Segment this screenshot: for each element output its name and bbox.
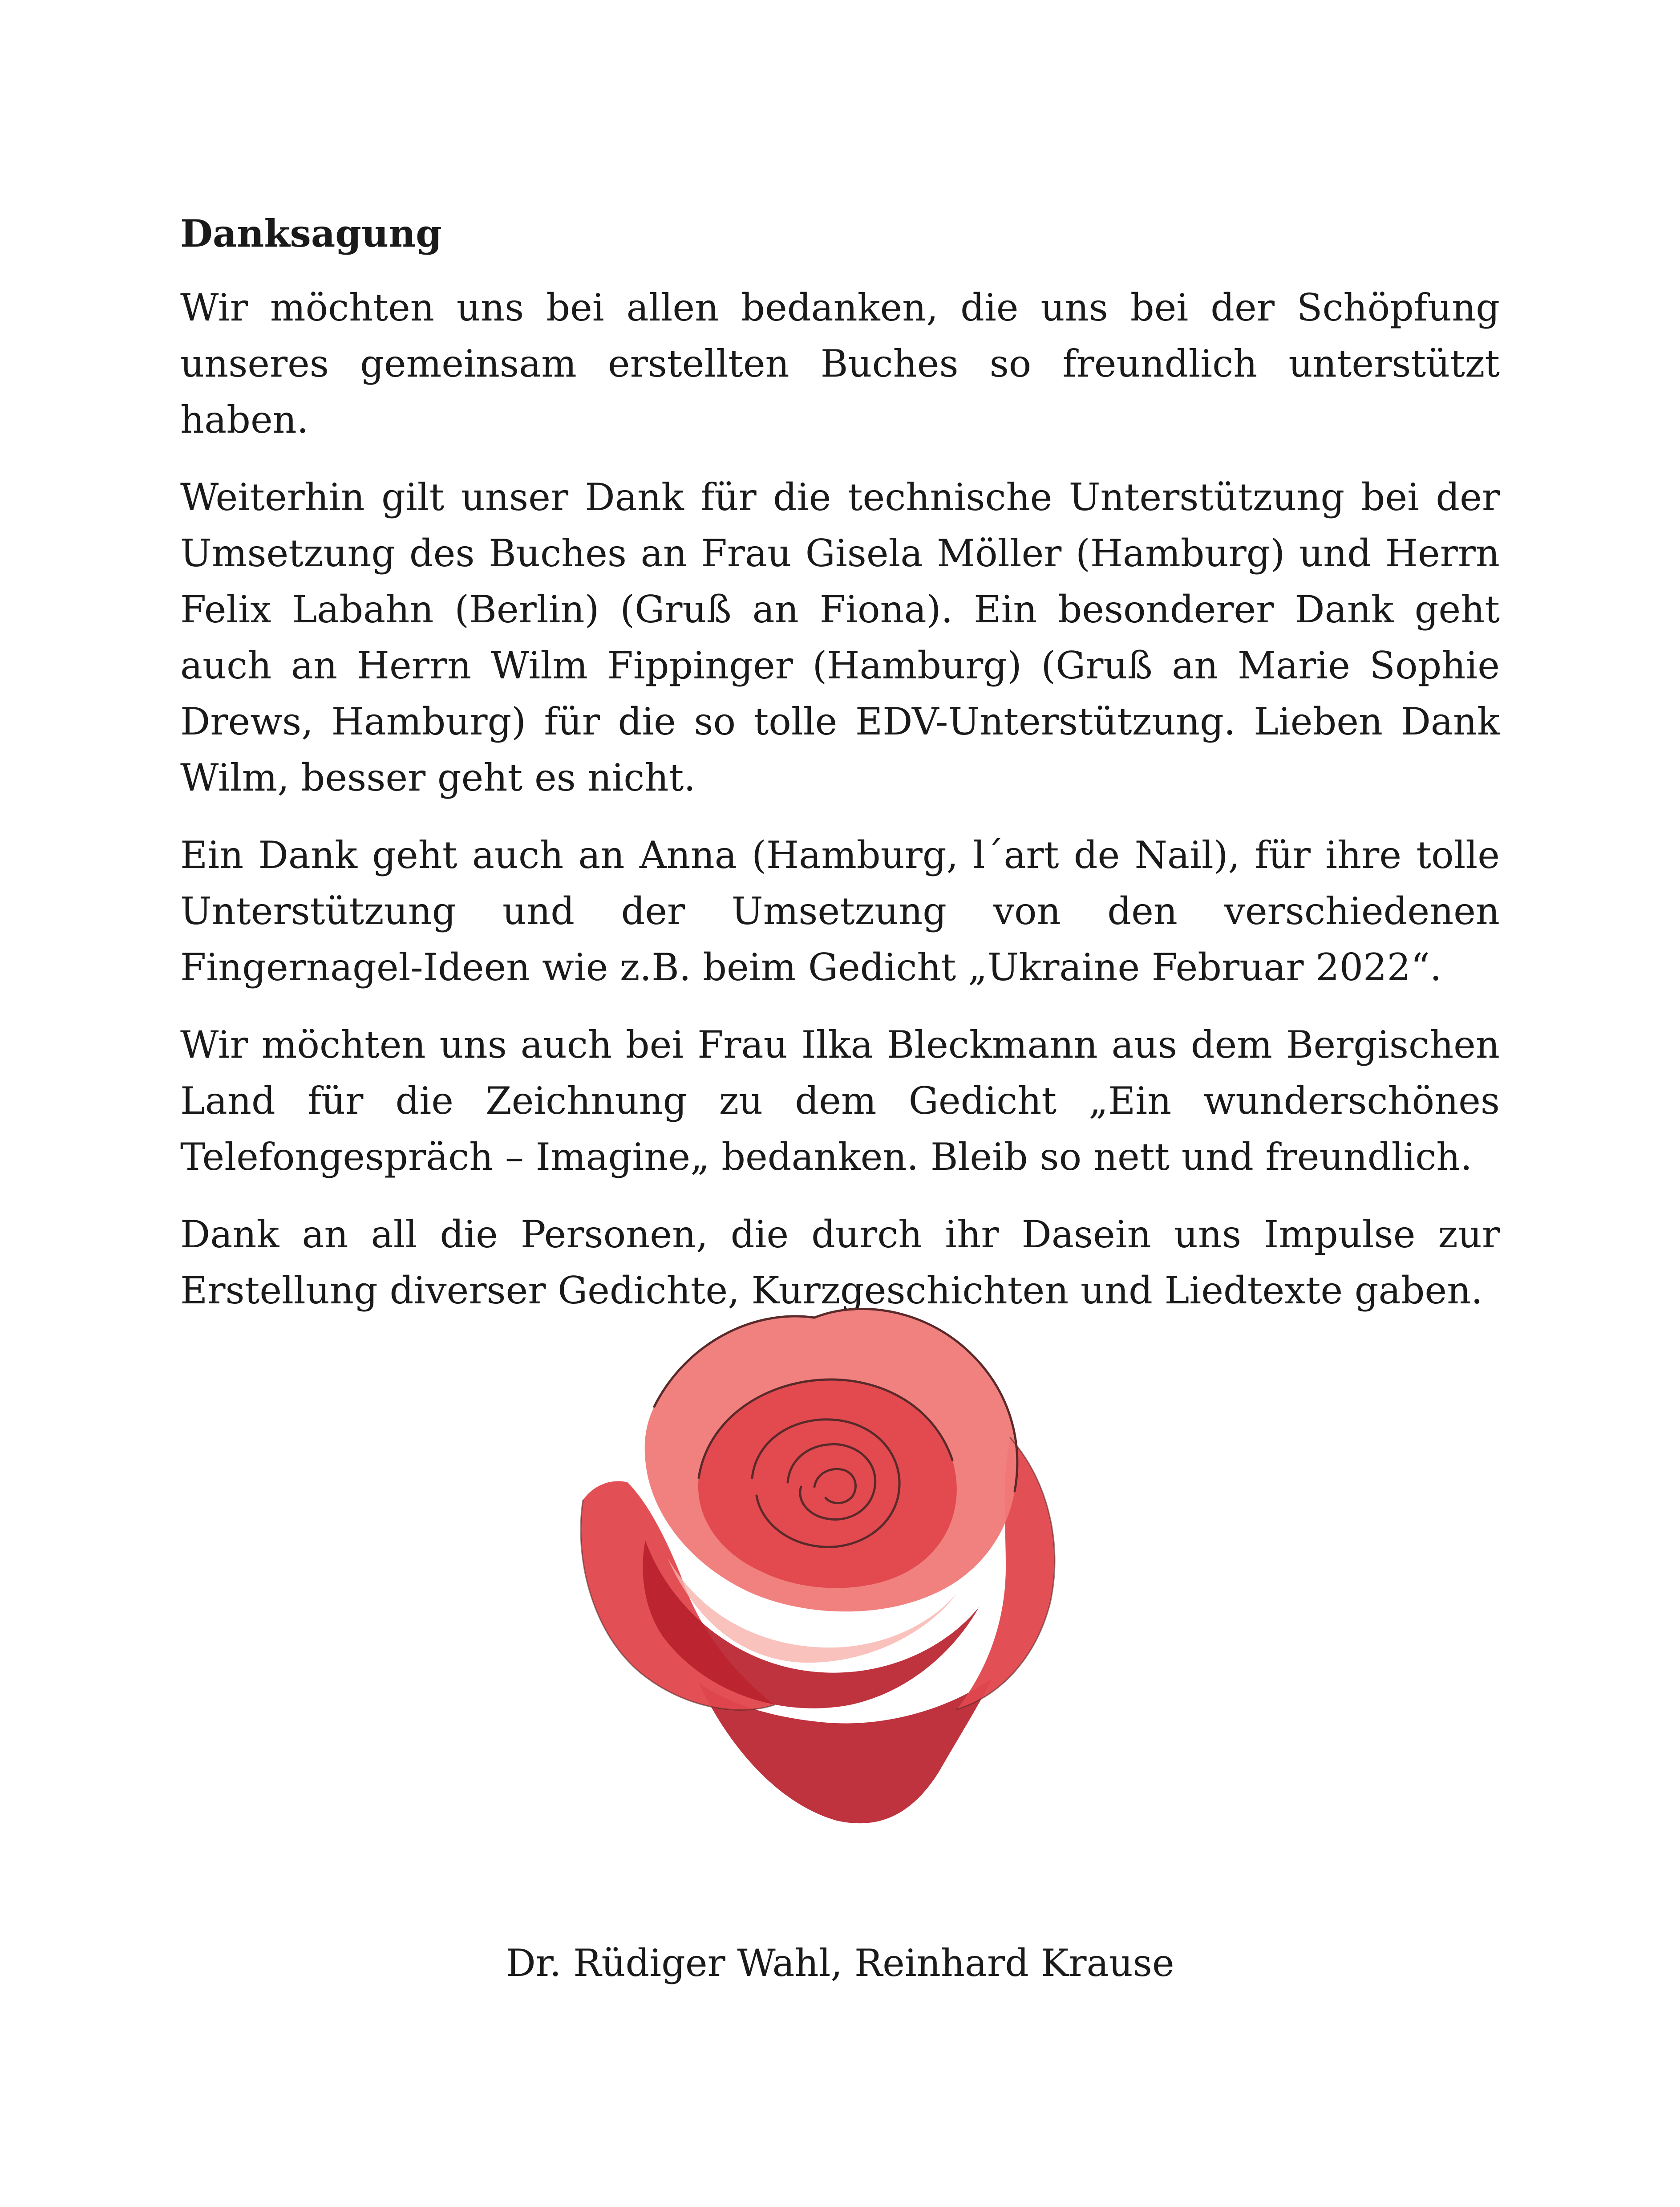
author-signature: Dr. Rüdiger Wahl, Reinhard Krause — [506, 1941, 1174, 1985]
paragraph-3: Ein Dank geht auch an Anna (Hamburg, l´art de Nail), für ihre tolle Unterstützung und der Umsetzung von den verschiedenen Fingernagel-Ideen wie z.B. beim Gedicht „Ukraine Februar 2022“. — [180, 833, 1500, 989]
rose-illustration — [565, 1291, 1108, 1852]
paragraph-1: Wir möchten uns bei allen bedanken, die uns bei der Schöpfung unseres gemeinsam erstellten Buches so freundlich unterstützt haben. — [180, 286, 1500, 442]
acknowledgement-section — [180, 209, 1500, 1340]
page-title: Danksagung — [180, 211, 442, 256]
paragraph-5: Dank an all die Personen, die durch ihr Dasein uns Impulse zur Erstellung diverser Gedichte, Kurzgeschichten und Liedtexte gaben. — [180, 1213, 1500, 1312]
paragraph-2: Weiterhin gilt unser Dank für die technische Unterstützung bei der Umsetzung des Buches an Frau Gisela Möller (Hamburg) und Herrn Felix Labahn (Berlin) (Gruß an Fiona). Ein besonderer Dank geht auch an Herrn Wilm Fippinger (Hamburg) (Gruß an Marie Sophie Drews, Hamburg) für die so tolle EDV-Unterstützung. Lieben Dank Wilm, besser geht es nicht. — [180, 475, 1500, 799]
rose-icon — [565, 1291, 1108, 1852]
paragraph-4: Wir möchten uns auch bei Frau Ilka Bleckmann aus dem Bergischen Land für die Zeichnung zu dem Gedicht „Ein wunderschönes Telefongespräch – Imagine„ bedanken. Bleib so nett und freundlich. — [180, 1023, 1500, 1179]
